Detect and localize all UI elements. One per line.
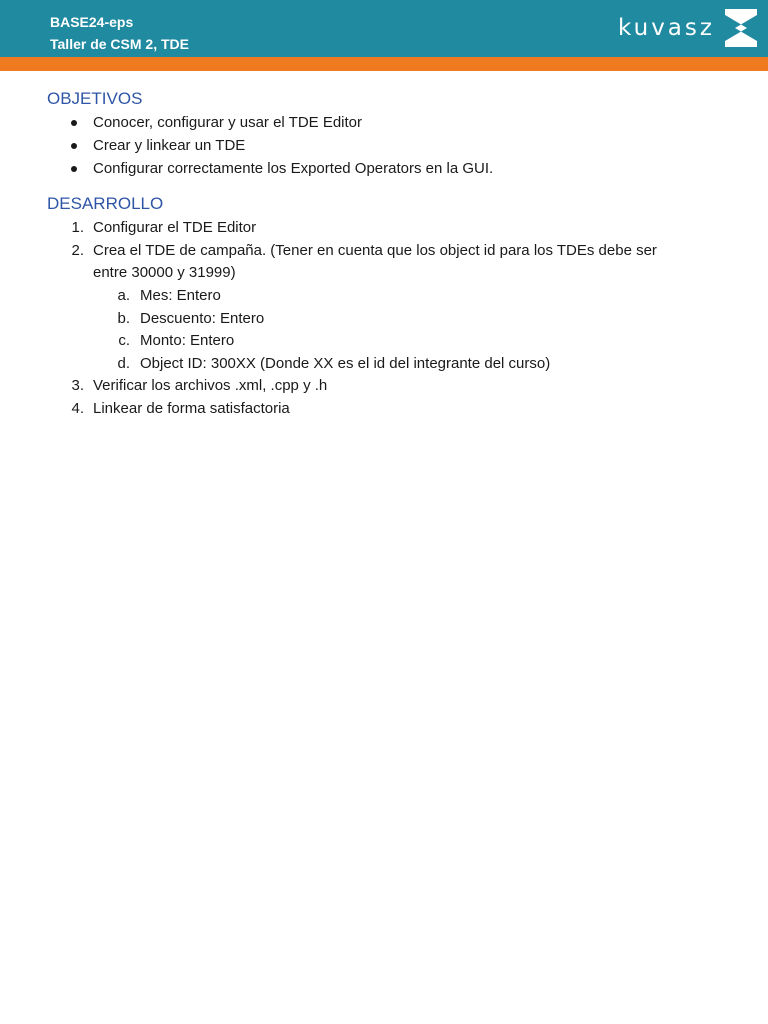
step-number: 3.	[71, 377, 84, 394]
step-text: Verificar los archivos .xml, .cpp y .h	[93, 377, 328, 394]
bullet-marker	[71, 166, 77, 172]
step-text: Linkear de forma satisfactoria	[93, 400, 290, 417]
substep-text: Monto: Entero	[140, 332, 235, 349]
logo-chevron-icon	[721, 5, 761, 51]
header-accent-bar	[0, 57, 768, 71]
substep-letter: d.	[117, 355, 130, 372]
bullet-marker	[71, 143, 77, 149]
step-text: Configurar el TDE Editor	[93, 219, 257, 236]
section-title-desarrollo: DESARROLLO	[47, 194, 164, 213]
objetivo-item: Conocer, configurar y usar el TDE Editor	[93, 114, 363, 131]
step-number: 2.	[71, 242, 84, 259]
objetivo-item: Crear y linkear un TDE	[93, 137, 246, 154]
step-number: 1.	[71, 219, 84, 236]
substep-letter: a.	[117, 287, 130, 304]
logo-wordmark: kuvasz	[618, 15, 715, 41]
section-title-objetivos: OBJETIVOS	[47, 89, 143, 108]
substep-letter: b.	[117, 310, 130, 327]
substep-text: Descuento: Entero	[140, 310, 265, 327]
document-header	[0, 0, 768, 57]
header-subtitle: Taller de CSM 2, TDE	[50, 36, 189, 52]
header-title-block	[50, 11, 189, 55]
substep-text: Mes: Entero	[140, 287, 221, 304]
bullet-marker	[71, 120, 77, 126]
step-text: Crea el TDE de campaña. (Tener en cuenta que los object id para los TDEs debe ser	[93, 242, 657, 259]
substep-letter: c.	[118, 332, 130, 349]
step-text-continuation: entre 30000 y 31999)	[93, 264, 236, 281]
substep-text: Object ID: 300XX (Donde XX es el id del integrante del curso)	[140, 355, 551, 372]
header-course-code: BASE24-eps	[50, 14, 134, 30]
kuvasz-logo	[618, 5, 761, 51]
step-number: 4.	[71, 400, 84, 417]
objetivo-item: Configurar correctamente los Exported Operators en la GUI.	[93, 160, 494, 177]
